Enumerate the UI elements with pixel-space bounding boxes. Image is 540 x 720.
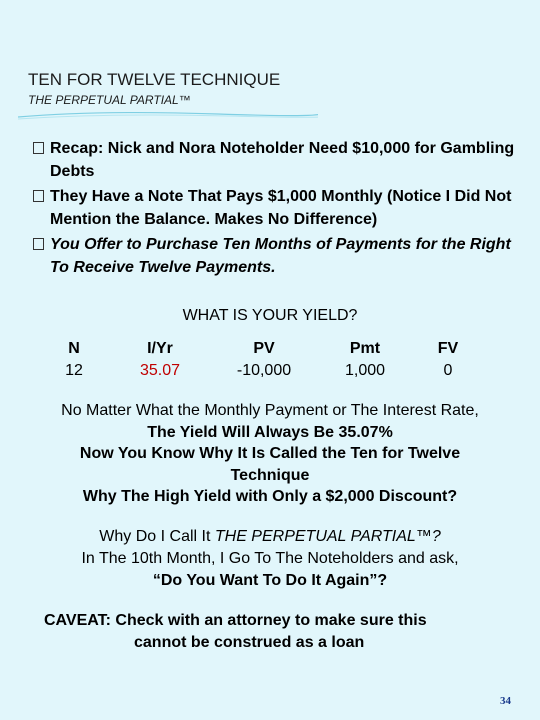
bullet-text: Recap: Nick and Nora Noteholder Need $10,000 for Gambling Debts xyxy=(50,140,515,180)
calc-column-pmt xyxy=(330,338,400,382)
decorative-swoosh xyxy=(18,108,318,120)
calc-column-iyr xyxy=(130,338,190,382)
yield-question-mark: ? xyxy=(348,307,358,324)
bullet-item xyxy=(33,185,523,231)
bullet-list xyxy=(33,137,523,281)
page-number: 34 xyxy=(500,695,511,707)
calc-label: Pmt xyxy=(349,340,381,357)
partial-emphasis: THE PERPETUAL PARTIAL™? xyxy=(214,528,441,545)
partial-line-2: In The 10th Month, I Go To The Noteholders and ask, xyxy=(81,550,459,567)
calc-value: 0 xyxy=(443,362,453,379)
checkbox-bullet-icon xyxy=(33,238,44,250)
partial-line-3: “Do You Want To Do It Again”? xyxy=(152,572,388,589)
calc-label: PV xyxy=(253,340,275,357)
slide-title: TEN FOR TWELVE TECHNIQUE xyxy=(28,70,281,89)
calc-column-n xyxy=(54,338,94,382)
checkbox-bullet-icon xyxy=(33,190,44,202)
perpetual-partial-explanation xyxy=(0,526,540,592)
calc-value: 35.07 xyxy=(139,362,181,379)
bullet-text: You Offer to Purchase Ten Months of Payments for the Right To Receive Twelve Payments. xyxy=(50,236,511,276)
explanation-line: No Matter What the Monthly Payment or The Interest Rate, xyxy=(61,402,479,419)
calc-column-fv xyxy=(428,338,468,382)
yield-explanation xyxy=(0,400,540,508)
calc-value: 12 xyxy=(65,362,83,379)
slide-subtitle: THE PERPETUAL PARTIAL™ xyxy=(28,93,191,107)
calc-label: I/Yr xyxy=(147,340,173,357)
partial-prefix: Why Do I Call It xyxy=(99,528,215,545)
partial-line-1 xyxy=(0,526,540,548)
caveat-line-1: CAVEAT: Check with an attorney to make sure this xyxy=(44,612,427,629)
calculator-row xyxy=(0,338,540,386)
caveat-note xyxy=(44,610,427,654)
bullet-item xyxy=(33,137,523,183)
bullet-item xyxy=(33,233,523,279)
calc-value: -10,000 xyxy=(236,362,292,379)
calc-value: 1,000 xyxy=(344,362,386,379)
explanation-line: Now You Know Why It Is Called the Ten for Twelve xyxy=(79,445,461,462)
caveat-line-2: cannot be construed as a loan xyxy=(134,634,365,651)
explanation-line: The Yield Will Always Be 35.07% xyxy=(147,423,393,441)
calc-column-pv xyxy=(224,338,304,382)
checkbox-bullet-icon xyxy=(33,142,44,154)
calc-label: N xyxy=(68,340,80,357)
calc-label: FV xyxy=(437,340,459,357)
yield-question-text: WHAT IS YOUR YIELD xyxy=(182,307,349,324)
explanation-line: Technique xyxy=(230,466,310,484)
yield-question xyxy=(0,307,540,325)
explanation-line: Why The High Yield with Only a $2,000 Discount? xyxy=(82,488,458,505)
bullet-text: They Have a Note That Pays $1,000 Monthly (Notice I Did Not Mention the Balance. Makes No Difference) xyxy=(50,188,512,228)
